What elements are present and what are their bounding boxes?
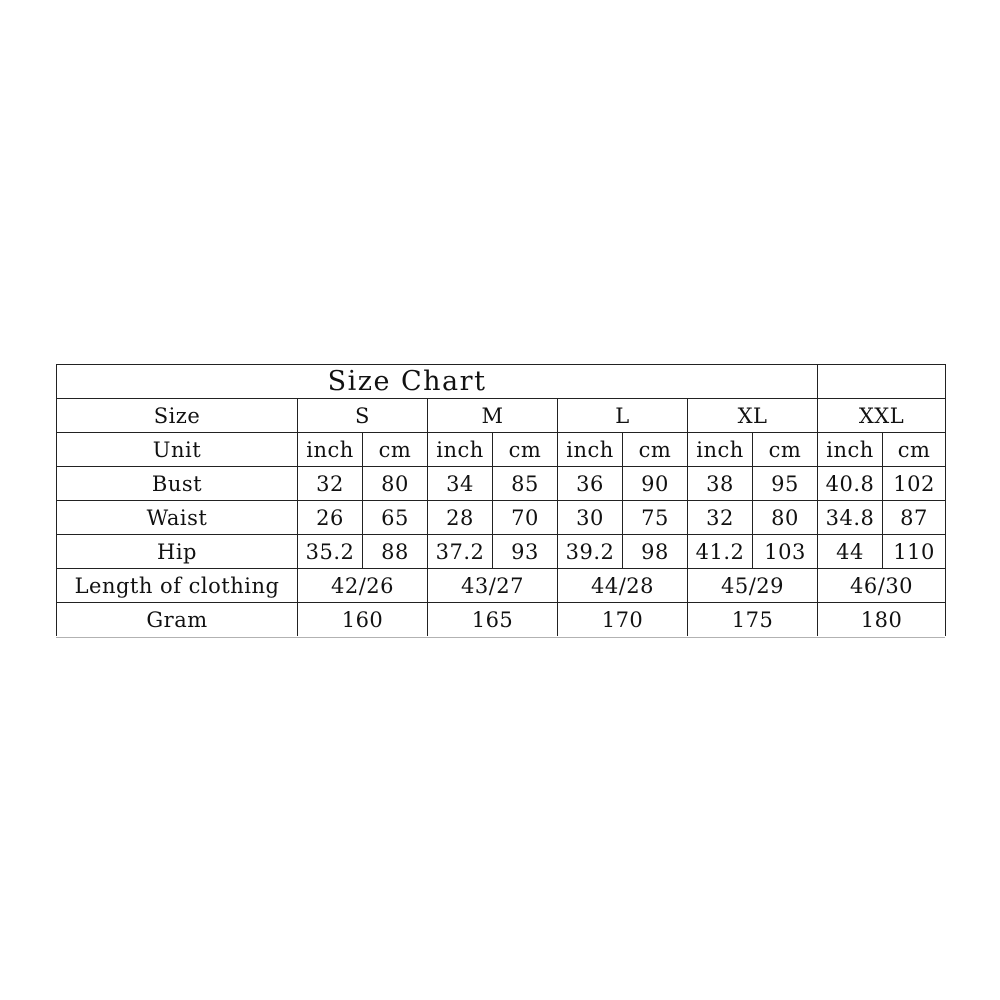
- unit-cm: cm: [753, 433, 818, 467]
- length-row: [57, 569, 946, 603]
- table-cell: 175: [688, 603, 818, 637]
- unit-inch: inch: [298, 433, 363, 467]
- table-cell: 34.8: [818, 501, 883, 535]
- unit-cm: cm: [363, 433, 428, 467]
- table-cell: 75: [623, 501, 688, 535]
- table-cell: 44/28: [558, 569, 688, 603]
- unit-inch: inch: [818, 433, 883, 467]
- title-row: [57, 365, 946, 399]
- row-label: Hip: [57, 535, 298, 569]
- row-label: Bust: [57, 467, 298, 501]
- unit-inch: inch: [688, 433, 753, 467]
- table-cell: 26: [298, 501, 363, 535]
- table-cell: 98: [623, 535, 688, 569]
- table-cell: 160: [298, 603, 428, 637]
- row-label: Waist: [57, 501, 298, 535]
- unit-inch: inch: [558, 433, 623, 467]
- table-cell: 32: [688, 501, 753, 535]
- table-cell: 88: [363, 535, 428, 569]
- table-cell: 93: [493, 535, 558, 569]
- table-cell: 65: [363, 501, 428, 535]
- table-cell: 110: [883, 535, 946, 569]
- table-cell: 170: [558, 603, 688, 637]
- unit-cm: cm: [623, 433, 688, 467]
- table-cell: 37.2: [428, 535, 493, 569]
- table-cell: 46/30: [818, 569, 946, 603]
- table-cell: 102: [883, 467, 946, 501]
- table-cell: 165: [428, 603, 558, 637]
- table-cell: 43/27: [428, 569, 558, 603]
- table-cell: 90: [623, 467, 688, 501]
- table-cell: 38: [688, 467, 753, 501]
- table-cell: 36: [558, 467, 623, 501]
- waist-row: [57, 501, 946, 535]
- table-cell: 34: [428, 467, 493, 501]
- table-cell: 40.8: [818, 467, 883, 501]
- size-label: Size: [57, 399, 298, 433]
- table-cell: 32: [298, 467, 363, 501]
- size-m: M: [428, 399, 558, 433]
- table-cell: 28: [428, 501, 493, 535]
- unit-cm: cm: [493, 433, 558, 467]
- table-cell: 42/26: [298, 569, 428, 603]
- table-cell: 95: [753, 467, 818, 501]
- size-xxl: XXL: [818, 399, 946, 433]
- table-cell: 44: [818, 535, 883, 569]
- table-cell: 41.2: [688, 535, 753, 569]
- hip-row: [57, 535, 946, 569]
- size-chart-table: [56, 364, 946, 636]
- bust-row: [57, 467, 946, 501]
- table-cell: 45/29: [688, 569, 818, 603]
- unit-cm: cm: [883, 433, 946, 467]
- chart-title: Size Chart: [57, 365, 818, 399]
- title-empty-cell: [818, 365, 946, 399]
- unit-label: Unit: [57, 433, 298, 467]
- row-label: Gram: [57, 603, 298, 637]
- size-l: L: [558, 399, 688, 433]
- gram-row: [57, 603, 946, 637]
- size-s: S: [298, 399, 428, 433]
- table-cell: 35.2: [298, 535, 363, 569]
- table-cell: 180: [818, 603, 946, 637]
- unit-row: [57, 433, 946, 467]
- size-xl: XL: [688, 399, 818, 433]
- table-cell: 85: [493, 467, 558, 501]
- table-cell: 103: [753, 535, 818, 569]
- table-bottom-divider: [56, 637, 945, 638]
- table-cell: 80: [363, 467, 428, 501]
- table-cell: 30: [558, 501, 623, 535]
- table-cell: 39.2: [558, 535, 623, 569]
- table-cell: 87: [883, 501, 946, 535]
- row-label: Length of clothing: [57, 569, 298, 603]
- unit-inch: inch: [428, 433, 493, 467]
- table-cell: 70: [493, 501, 558, 535]
- size-header-row: [57, 399, 946, 433]
- table-cell: 80: [753, 501, 818, 535]
